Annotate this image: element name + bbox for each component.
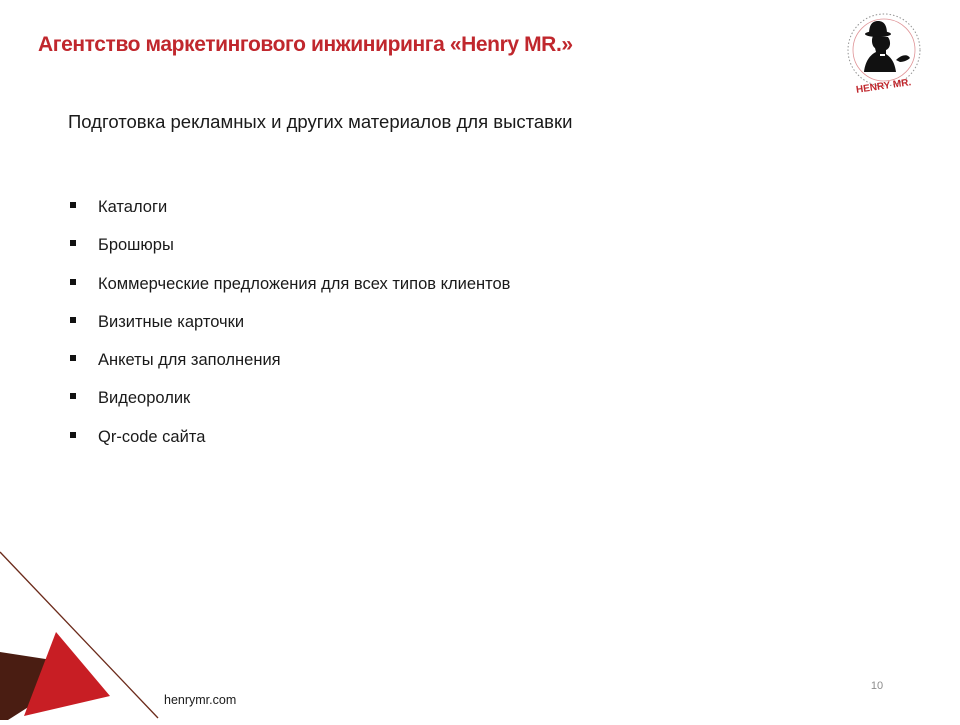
list-item-qr-code: [68, 426, 510, 464]
footer-website: henrymr.com: [164, 693, 237, 707]
list-item-label: Коммерческие предложения для всех типов клиентов: [98, 274, 511, 293]
list-item-business-cards: [68, 311, 510, 349]
slide-title: Агентство маркетингового инжиниринга «Henry MR.»: [38, 33, 573, 56]
slide-subtitle: Подготовка рекламных и других материалов для выставки: [68, 111, 573, 132]
gentleman-silhouette-emblem-icon: [838, 10, 930, 102]
square-bullet-icon: [70, 279, 76, 285]
list-item-label: Qr-code сайта: [98, 427, 206, 446]
list-item-label: Каталоги: [98, 198, 168, 216]
square-bullet-icon: [70, 393, 76, 399]
square-bullet-icon: [70, 202, 76, 208]
list-item-catalogs: [68, 196, 510, 234]
list-item-label: Видеоролик: [98, 389, 191, 408]
svg-text:HENRY MR.: HENRY MR.: [855, 77, 912, 96]
square-bullet-icon: [70, 432, 76, 438]
square-bullet-icon: [70, 317, 76, 323]
materials-list: [68, 196, 510, 464]
list-item-label: Визитные карточки: [98, 312, 245, 331]
list-item-commercial-offers: [68, 273, 510, 311]
corner-decoration: [0, 540, 160, 720]
list-item-questionnaires: [68, 349, 510, 387]
square-bullet-icon: [70, 240, 76, 246]
company-logo: [838, 10, 930, 102]
list-item-label: Анкеты для заполнения: [98, 351, 281, 370]
slide-number: 10: [870, 680, 884, 692]
list-item-brochures: [68, 234, 510, 272]
square-bullet-icon: [70, 355, 76, 361]
list-item-label: Брошюры: [98, 236, 174, 255]
list-item-video: [68, 387, 510, 425]
